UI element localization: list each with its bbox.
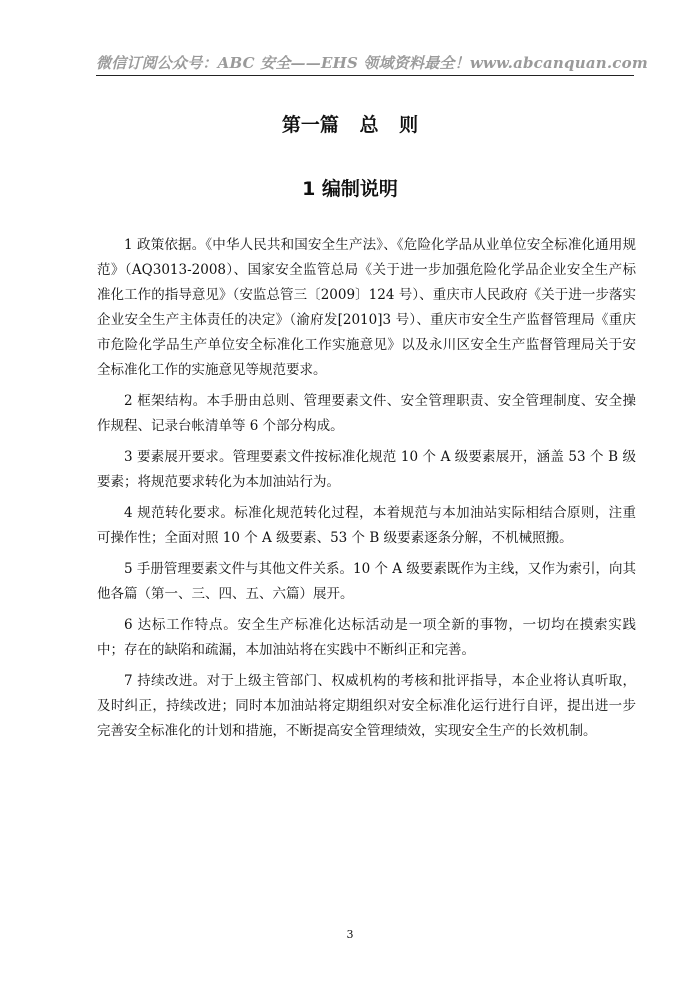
paragraph-framework: 2 框架结构。本手册由总则、管理要素文件、安全管理职责、安全管理制度、安全操作规程、记录台帐清单等 6 个部分构成。 <box>97 393 636 434</box>
section-title: 1 编制说明 <box>302 178 398 200</box>
paragraph-document-relations: 5 手册管理要素文件与其他文件关系。10 个 A 级要素既作为主线，又作为索引，向其他各篇（第一、三、四、五、六篇）展开。 <box>97 561 636 602</box>
page-number: 3 <box>346 928 354 941</box>
paragraph-work-features: 6 达标工作特点。安全生产标准化达标活动是一项全新的事物，一切均在摸索实践中；存在的缺陷和疏漏，本加油站将在实践中不断纠正和完善。 <box>97 617 636 658</box>
paragraph-norm-conversion: 4 规范转化要求。标准化规范转化过程，本着规范与本加油站实际相结合原则，注重可操作性；全面对照 10 个 A 级要素、53 个 B 级要素逐条分解，不机械照搬。 <box>97 505 636 546</box>
body-text <box>97 233 636 750</box>
header-banner: 微信订阅公众号：ABC 安全——EHS 领域资料最全！www.abcanquan.com <box>96 54 648 72</box>
header-rule <box>96 75 634 76</box>
paragraph-element-expansion: 3 要素展开要求。管理要素文件按标准化规范 10 个 A 级要素展开，涵盖 53 个 B 级要素；将规范要求转化为本加油站行为。 <box>97 449 636 490</box>
paragraph-continuous-improvement: 7 持续改进。对于上级主管部门、权威机构的考核和批评指导，本企业将认真听取，及时纠正，持续改进；同时本加油站将定期组织对安全标准化运行进行自评，提出进一步完善安全标准化的计划和措施，不断提高安全管理绩效，实现安全生产的长效机制。 <box>97 673 636 739</box>
paragraph-policy-basis: 1 政策依据。《中华人民共和国安全生产法》、《危险化学品从业单位安全标准化通用规范》（AQ3013-2008）、国家安全监管总局《关于进一步加强危险化学品企业安全生产标准化工作的指导意见》（安监总管三〔2009〕124 号）、重庆市人民政府《关于进一步落实企业安全生产主体责任的决定》（渝府发[2010]3 号）、重庆市安全生产监督管理局《重庆市危险化学品生产单位安全标准化工作实施意见》以及永川区安全生产监督管理局关于安全标准化工作的实施意见等规范要求。 <box>97 237 636 378</box>
part-title: 第一篇 总 则 <box>281 114 419 136</box>
